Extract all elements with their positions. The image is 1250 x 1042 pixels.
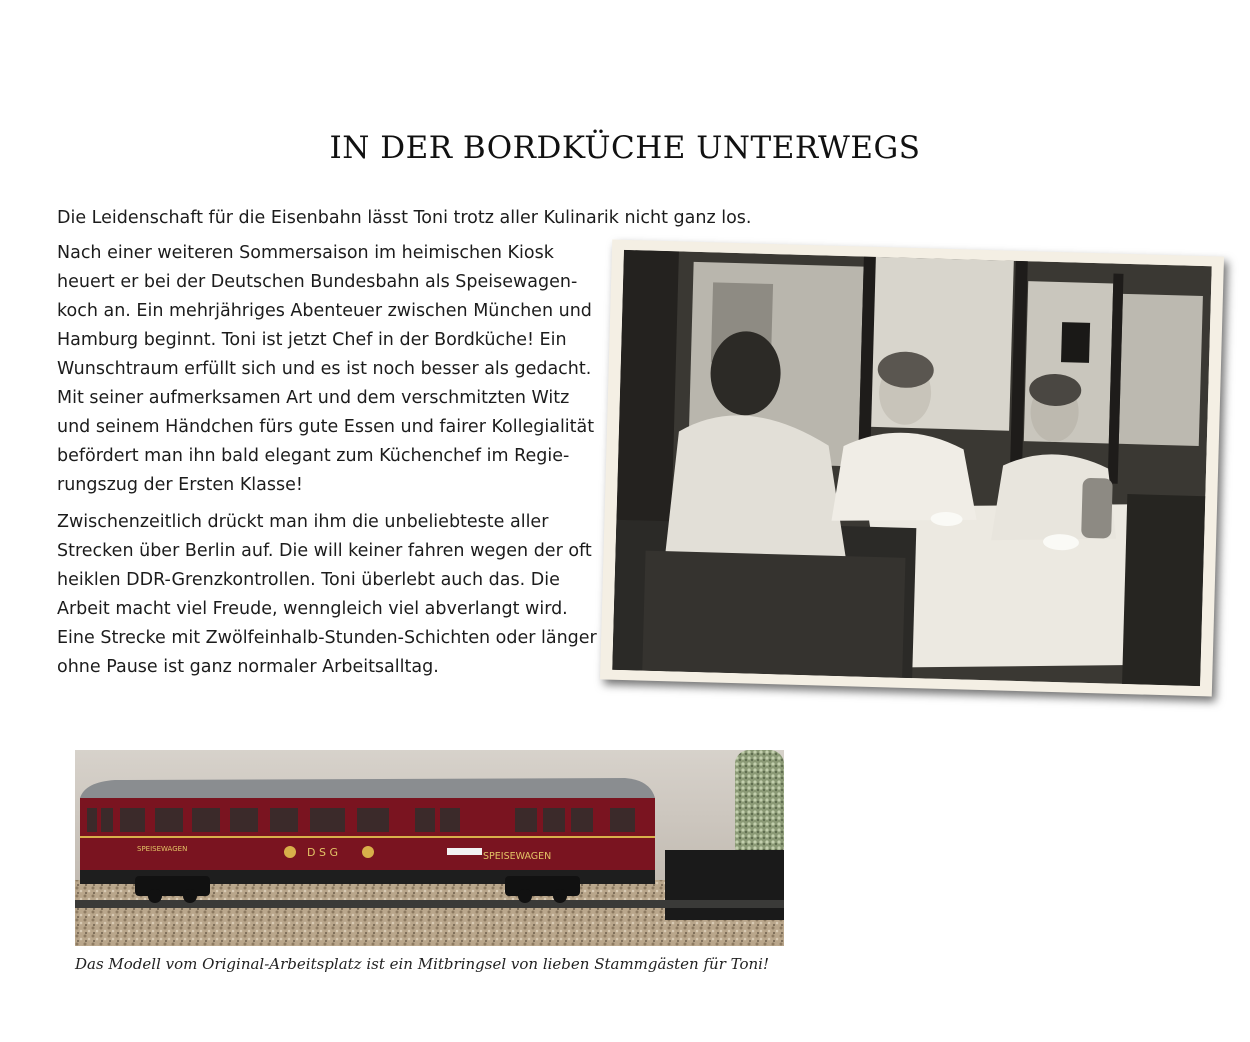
page-title: IN DER BORDKÜCHE UNTERWEGS xyxy=(329,130,921,166)
body-paragraph-2: Zwischenzeitlich drückt man ihm die unbeliebteste aller Strecken über Berlin auf. Die will keiner fahren wegen der oft heiklen DDR-Grenzkontrollen. Toni überlebt auch das. Die Arbeit macht viel Freude, wenngleich viel abverlangt wird. Eine Strecke mit Zwölfeinhalb-Stunden-Schichten oder länger ohne Pause ist ganz normaler Arbeitsalltag. xyxy=(57,512,597,677)
model-train-scene xyxy=(75,750,784,946)
lettering-right: SPEISEWAGEN xyxy=(483,851,552,862)
body-paragraph-1: Nach einer weiteren Sommersaison im heimischen Kiosk heuert er bei der Deutschen Bundesbahn als Speisewagen-koch an. Ein mehrjähriges Abenteuer zwischen München und Hamburg beginnt. Toni ist jetzt Chef in der Bordküche! Ein Wunschtraum erfüllt sich und es ist noch besser als gedacht. Mit seiner aufmerksamen Art und dem verschmitzten Witz und seinem Händchen fürs gute Essen und fairer Kollegialität befördert man ihn bald elegant zum Küchenchef im Regie-rungszug der Ersten Klasse! xyxy=(57,243,595,495)
lettering-logo: D S G xyxy=(307,846,338,859)
model-train-photo xyxy=(75,750,784,946)
lettering-left: SPEISEWAGEN xyxy=(137,845,188,853)
vintage-dining-car-photo xyxy=(600,240,1224,697)
photo-caption: Das Modell vom Original-Arbeitsplatz ist ein Mitbringsel von lieben Stammgästen für Toni! xyxy=(75,955,769,973)
intro-paragraph: Die Leidenschaft für die Eisenbahn lässt Toni trotz aller Kulinarik nicht ganz los. xyxy=(57,208,752,228)
dining-car-scene xyxy=(612,250,1211,686)
